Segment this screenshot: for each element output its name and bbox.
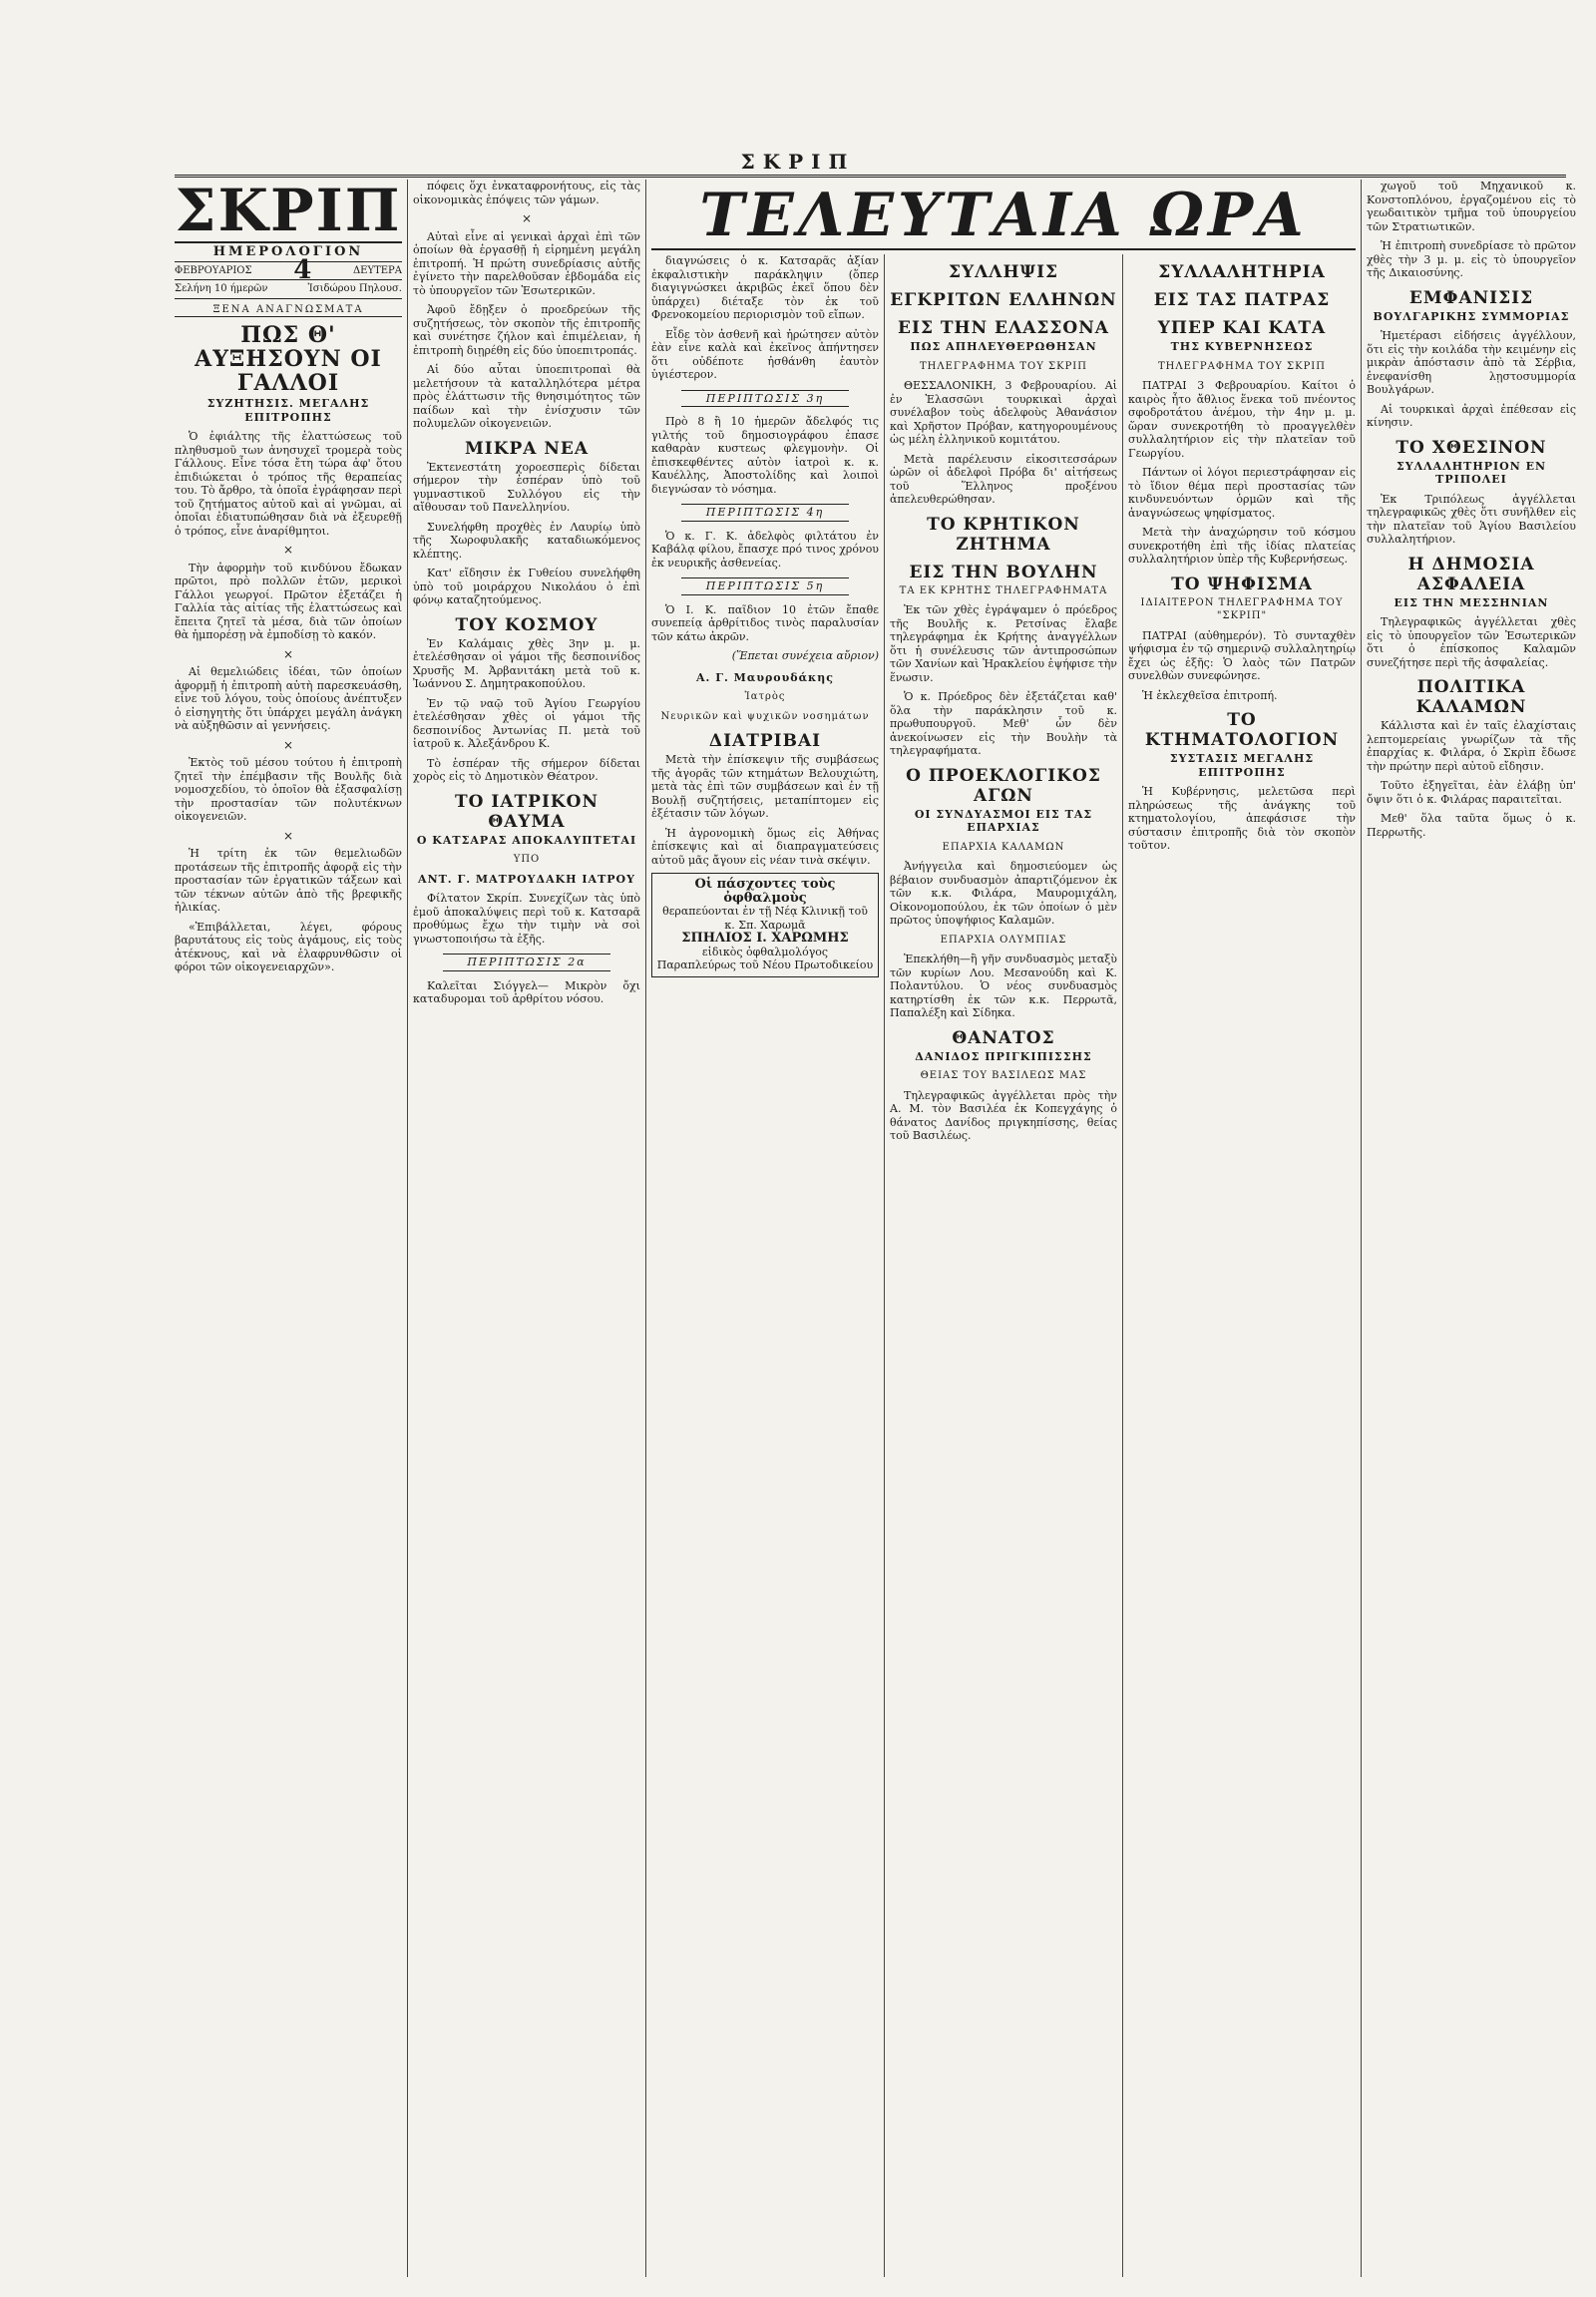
article-paragraph: Τὴν ἀφορμὴν τοῦ κινδύνου ἔδωκαν πρῶτοι, πρὸ πολλῶν ἐτῶν, μερικοὶ Γάλλοι γεωργοί. Πρῶτον ἐξετάζει ἡ Γαλλία τὰς αἰτίας τῆς ἐλαττώσεως καὶ ἔπειτα ζητεῖ τὰ μέσα, διὰ τῶν ὁποίων θὰ ἠμπορέσῃ νὰ ἐμποδίσῃ τὸ κακόν. [175, 561, 402, 641]
news-item: Κατ' εἴδησιν ἐκ Γυθείου συνελήφθη ὑπὸ τοῦ μοιράρχου Νικολάου ὁ ἐπὶ φόνῳ καταζητούμενος. [413, 567, 640, 606]
calendar-line [175, 280, 402, 299]
byline: ΑΝΤ. Γ. ΜΑΤΡΟΥΔΑΚΗ ΙΑΤΡΟΥ [418, 872, 635, 886]
author-role: Ἰατρὸς [744, 691, 786, 702]
article-headline: ΕΙΣ ΤΑΣ ΠΑΤΡΑΣ [1153, 290, 1331, 310]
separator-mark: × [282, 737, 294, 752]
article-subhead: Ο ΚΑΤΣΑΡΑΣ ΑΠΟΚΑΛΥΠΤΕΤΑΙ [416, 833, 637, 847]
article-paragraph: Μεθ' ὅλα ταῦτα ὅμως ὁ κ. Περρωτῆς. [1367, 812, 1576, 839]
ad-role: εἰδικὸς ὀφθαλμολόγος [701, 945, 829, 958]
author-specialty: Νευρικῶν καὶ ψυχικῶν νοσημάτων [660, 710, 870, 722]
article-paragraph: Ἐκτὸς τοῦ μέσου τούτου ἡ ἐπιτροπὴ ζητεῖ τὴν ἐπέμβασιν τῆς Βουλῆς διὰ νομοσχεδίου, τὸ ὁποῖον θὰ ἐξασφαλίσῃ τὴν προστασίαν τῶν πολυτέκνων οἰκογενειῶν. [175, 756, 402, 823]
article-paragraph: Ἐκ τῶν χθὲς ἐγράψαμεν ὁ πρόεδρος τῆς Βουλῆς κ. Ρετσίνας ἔλαβε τηλεγράφημα ἐκ Κρήτης ἀναγγέλλων ὅτι ἡ συνέλευσις τῶν ἀντιπροσώπων τῶν Χανίων καὶ Ἡρακλείου ἐψήφισε τὴν ἕνωσιν. [890, 603, 1117, 684]
region-label: ΕΠΑΡΧΙΑ ΟΛΥΜΠΙΑΣ [940, 934, 1067, 946]
article-headline: Ο ΠΡΟΕΚΛΟΓΙΚΟΣ ΑΓΩΝ [906, 765, 1101, 806]
article-paragraph: Αἱ θεμελιώδεις ἰδέαι, τῶν ὁποίων ἀφορμῇ ἡ ἐπιτροπὴ αὐτὴ παρεσκευάσθη, εἶνε τοῦ λόγου, τοὺς ὁποίους ἀνέπτυξεν ὁ εἰσηγητὴς ὅτι ὑπάρχει μεγάλη ἀνάγκη νὰ αὐξηθῶσιν αἱ γεννήσεις. [175, 665, 402, 732]
column-5 [1128, 254, 1356, 2277]
article-paragraph: Τοῦτο ἐξηγεῖται, ἐὰν ἐλάβῃ ὑπ' ὄψιν ὅτι ὁ κ. Φιλάρας παραιτεῖται. [1367, 779, 1576, 806]
telegram-label: ΙΔΙΑΙΤΕΡΟΝ ΤΗΛΕΓΡΑΦΗΜΑ ΤΟΥ "ΣΚΡΙΠ" [1140, 596, 1344, 621]
ad-line: θεραπεύονται ἐν τῇ Νέᾳ Κλινικῇ τοῦ κ. Σπ. Χαρωμᾶ [662, 905, 868, 932]
article-headline: ΥΠΕΡ ΚΑΙ ΚΑΤΑ [1157, 318, 1327, 338]
article-headline: ΕΜΦΑΝΙΣΙΣ [1408, 287, 1534, 308]
telegram-label: ΤΗΛΕΓΡΑΦΗΜΑ ΤΟΥ ΣΚΡΙΠ [1158, 360, 1326, 372]
article-paragraph: Μετὰ παρέλευσιν εἰκοσιτεσσάρων ὡρῶν οἱ ἀδελφοὶ Πρόβα δι' αἰτήσεως τοῦ Ἕλληνος προξένου ἀπελευθερώθησαν. [890, 452, 1117, 506]
article-headline: ΤΟ ΚΤΗΜΑΤΟΛΟΓΙΟΝ [1144, 710, 1340, 750]
article-headline: ΣΥΛΛΑΛΗΤΗΡΙΑ [1158, 262, 1326, 282]
case-label: ΠΕΡΙΠΤΩΣΙΣ 3η [681, 390, 849, 408]
advertisement [651, 873, 879, 977]
article-headline: ΣΥΛΛΗΨΙΣ [948, 262, 1059, 282]
news-item: Συνελήφθη προχθὲς ἐν Λαυρίῳ ὑπὸ τῆς Χωροφυλακῆς καταδιωκόμενος κλέπτης. [413, 520, 640, 561]
article-paragraph: Τηλεγραφικῶς ἀγγέλλεται πρὸς τὴν Α. Μ. τὸν Βασιλέα ἐκ Κοπεγχάγης ὁ θάνατος Δανίδος πριγκηπίσσης, θείας τοῦ Βασιλέως. [890, 1088, 1117, 1142]
society-item: Ἐν Καλάμαις χθὲς 3ην μ. μ. ἐτελέσθησαν οἱ γάμοι τῆς δεσποινίδος Χρυσῆς Μ. Ἀρβανιτάκη μετὰ τοῦ κ. Ἰωάννου Σ. Δημητρακοπούλου. [413, 636, 640, 690]
article-paragraph: Ἡ ἐκλεχθεῖσα ἐπιτροπή. [1142, 688, 1278, 702]
article-headline: Η ΔΗΜΟΣΙΑ ΑΣΦΑΛΕΙΑ [1407, 554, 1535, 594]
article-paragraph: Μετὰ τὴν ἀναχώρησιν τοῦ κόσμου συνεκροτήθη ἐπὶ τῆς ἰδίας πλατείας συλλαλητήριον ὑπὲρ τῆς Κυβερνήσεως. [1128, 526, 1356, 566]
article-headline: ΤΟ ΚΡΗΤΙΚΟΝ ΖΗΤΗΜΑ [927, 514, 1080, 555]
article-subhead: ΟΙ ΣΥΝΔΥΑΣΜΟΙ ΕΙΣ ΤΑΣ ΕΠΑΡΧΙΑΣ [914, 807, 1093, 834]
article-headline: ΤΟ ΧΘΕΣΙΝΟΝ [1396, 437, 1547, 458]
article-headline: ΕΓΚΡΙΤΩΝ ΕΛΛΗΝΩΝ [890, 290, 1117, 310]
article-paragraph: Αἱ δύο αὗται ὑποεπιτροπαὶ θὰ μελετήσουν τὰ καταλληλότερα μέτρα πρὸς ἐλάττωσιν τῆς θνησιμότητος τῶν παίδων καὶ τὴν ἐνίσχυσιν τῶν πολυμελῶν οἰκογενειῶν. [413, 363, 640, 430]
article-paragraph: ΘΕΣΣΑΛΟΝΙΚΗ, 3 Φεβρουαρίου. Αἱ ἐν Ἐλασσῶνι τουρκικαὶ ἀρχαὶ συνέλαβον τοὺς ἀδελφοὺς Ἀθανάσιον καὶ Χρῆστον Πρόβαν, κατηγορουμένους ὡς μέλη ἑλληνικοῦ κομιτάτου. [890, 379, 1117, 446]
column-2 [413, 180, 640, 2277]
article-paragraph: διαγνώσεις ὁ κ. Κατσαρᾶς ἀξίαν ἐκφαλιστικὴν παράκληψιν (ὅπερ διαγιγνώσκει ἀκριβῶς ἐκεῖ ὅπου δὲν ὑπάρχει) διέταξε τὸν ἐκ τοῦ Φρενοκομείου περιορισμὸν τοῦ εἴπων. [651, 254, 879, 321]
telegram-label: ΤΗΛΕΓΡΑΦΗΜΑ ΤΟΥ ΣΚΡΙΠ [920, 360, 1087, 372]
section-headline: ΔΙΑΤΡΙΒΑΙ [708, 731, 822, 751]
article-paragraph: Ἡ ἀγρονομικὴ ὅμως εἰς Ἀθήνας ἐπίσκεψις καὶ αἱ διαπραγματεύσεις αὐτοῦ μᾶς ἄγουν εἰς νέαν τινὰ σκέψιν. [651, 826, 879, 867]
article-subhead: ΒΟΥΛΓΑΡΙΚΗΣ ΣΥΜΜΟΡΙΑΣ [1373, 309, 1570, 323]
day-number: 4 [293, 254, 312, 285]
article-paragraph: χωγοῦ τοῦ Μηχανικοῦ κ. Κονστοπλόνου, ἐργαζομένου εἰς τὸ γεωδαιτικὸν τμῆμα τοῦ ὑπουργείου τῶν Στρατιωτικῶν. [1367, 180, 1576, 233]
article-paragraph: Εἶδε τὸν ἀσθενῆ καὶ ἠρώτησεν αὐτὸν ἐὰν εἶνε καλὰ καὶ ἐκεῖνος ἀπήντησεν ὅτι οὐδέποτε ἠσθάνθη ἑαυτὸν ὑγιέστερον. [651, 327, 879, 381]
article-paragraph: ΠΑΤΡΑΙ (αὐθημερόν). Τὸ συνταχθὲν ψήφισμα ἐν τῷ σημερινῷ συλλαλητηρίῳ ἔχει ὡς ἑξῆς: Ὁ λαὸς τῶν Πατρῶν συνελθὼν συνεφώνησε. [1128, 628, 1356, 682]
section-headline: ΤΟΥ ΚΟΣΜΟΥ [455, 614, 598, 635]
article-paragraph: Ἀφοῦ ἔδῃξεν ὁ προεδρεύων τῆς συζητήσεως, τὸν σκοπὸν τῆς ἐπιτροπῆς καὶ συνέτησε ζήλον καὶ ἐπιμέλειαν, ἡ ἐπιτροπὴ διῃρέθη εἰς δύο ὑποεπιτροπάς. [413, 303, 640, 357]
separator-mark: × [282, 828, 294, 843]
article-paragraph: Κάλλιστα καὶ ἐν ταῖς ἐλαχίσταις λεπτομερείαις γνωρίζων τὰ τῆς ἐπαρχίας κ. Φιλάρα, ὁ Σκρὶπ ἔδωσε τὴν πρώτην περὶ αὐτοῦ εἴδησιν. [1367, 719, 1576, 773]
masthead-subtitle: ΗΜΕΡΟΛΟΓΙΟΝ [175, 243, 402, 262]
article-headline: ΠΟΛΙΤΙΚΑ ΚΑΛΑΜΩΝ [1415, 677, 1527, 717]
column-1 [175, 180, 402, 2277]
header-rule [175, 175, 1566, 178]
article-paragraph: Φίλτατον Σκρίπ. Συνεχίζων τὰς ὑπὸ ἐμοῦ ἀποκαλύψεις περὶ τοῦ κ. Κατσαρᾶ προθύμως ἔχω τὴν τιμὴν νὰ σοὶ γνωστοποιήσω τὰ ἑξῆς. [413, 892, 640, 946]
article-paragraph: Πρὸ 8 ἢ 10 ἡμερῶν ἄδελφός τις γιλτής τοῦ δημοσιογράφου ἐπασε καθαρὰν κυστεως φλεγμονὴν. Οἱ ἐπισκεφθέντες αὐτὸν ἰατροὶ κ. κ. Καυέλλης, Ἀποστολίδης καὶ λοιποὶ διεγνώσαν τὸ νόσημα. [651, 415, 879, 496]
article-paragraph: «Ἐπιβάλλεται, λέγει, φόρους βαρυτάτους εἰς τοὺς ἀγάμους, εἰς τοὺς ἀτέκνους, καὶ νὰ ἐλαφρυνθῶσιν οἱ φόροι τῶν οἰκογενειαρχῶν». [175, 920, 402, 973]
article-paragraph: Τηλεγραφικῶς ἀγγέλλεται χθὲς εἰς τὸ ὑπουργεῖον τῶν Ἐσωτερικῶν ὅτι ὁ ἐπίσκοπος Καλαμῶν συνεζήτησε περὶ τῆς ἀσφαλείας. [1367, 615, 1576, 669]
article-headline: ΕΙΣ ΤΗΝ ΒΟΥΛΗΝ [909, 562, 1098, 582]
separator-mark: × [282, 543, 294, 557]
region-label: ΕΠΑΡΧΙΑ ΚΑΛΑΜΩΝ [942, 841, 1065, 853]
section-kicker: ΞΕΝΑ ΑΝΑΓΝΩΣΜΑΤΑ [175, 303, 402, 318]
author-signature: Α. Γ. Μαυρουδάκης [696, 670, 834, 684]
article-paragraph: Ἀνήγγειλα καὶ δημοσιεύομεν ὡς βέβαιον συνδυασμὸν ἀπαρτιζόμενον ἐκ τῶν κ.κ. Φιλάρα, Μαυρομιχάλη, Οἰκονομοπούλου, ἐκ τῶν ὁποίων ὁ μὲν πρῶτος ὑποψήφιος Καλαμῶν. [890, 860, 1117, 927]
column-divider [884, 254, 885, 2277]
article-paragraph: Ἡ ἐπιτροπὴ συνεδρίασε τὸ πρῶτον χθὲς τὴν 3 μ. μ. εἰς τὸ ὑπουργεῖον τῆς Δικαιοσύνης. [1367, 239, 1576, 279]
dateline [175, 254, 402, 285]
article-paragraph: Ἡ τρίτη ἐκ τῶν θεμελιωδῶν προτάσεων τῆς ἐπιτροπῆς ἀφορᾷ εἰς τὴν προστασίαν τῶν ἐργατικῶν τάξεων καὶ τῶν τέκνων αὐτῶν ἀπὸ τῆς βρεφικῆς ἡλικίας. [175, 847, 402, 914]
article-paragraph: Ἐκ Τριπόλεως ἀγγέλλεται τηλεγραφικῶς χθὲς ὅτι συνῆλθεν εἰς τὴν πλατεῖαν τοῦ Ἁγίου Βασιλείου συλλαλητήριον. [1367, 492, 1576, 546]
article-paragraph: Ὁ κ. Γ. Κ. ἀδελφὸς φιλτάτου ἐν Καβάλᾳ φίλου, ἔπασχε πρό τινος χρόνου ἐκ νευρικῆς ἀσθενείας. [651, 529, 879, 570]
article-subhead: ΠΩΣ ΑΠΗΛΕΥΘΕΡΩΘΗΣΑΝ [910, 340, 1097, 353]
article-paragraph: Ἡμετέρασι εἰδήσεις ἀγγέλλουν, ὅτι εἰς τὴν κοιλάδα τὴν κειμένην εἰς μικρὰν ἀπόστασιν ἀπὸ τὰ Σέρβια, ἐνεφανίσθη λῃστοσυμμορία Βουλγάρων. [1367, 329, 1576, 396]
column-6 [1367, 180, 1576, 2277]
month: ΦΕΒΡΟΥΑΡΙΟΣ [175, 264, 252, 276]
section-headline: ΤΟ ΨΗΦΙΣΜΑ [1171, 574, 1313, 594]
article-subhead: ΘΕΙΑΣ ΤΟΥ ΒΑΣΙΛΕΩΣ ΜΑΣ [920, 1070, 1087, 1081]
article-paragraph: Ὁ κ. Πρόεδρος δὲν ἐξετάζεται καθ' ὅλα τὴν παράκλησιν τοῦ κ. πρωθυπουργοῦ. Μεθ' ὧν δὲν ἀνεκοίνωσεν εἰς τὴν Βουλὴν τὰ τηλεγραφήματα. [890, 690, 1117, 757]
society-item: Τὸ ἑσπέραν τῆς σήμερον δίδεται χορὸς εἰς τὸ Δημοτικὸν Θέατρον. [413, 756, 640, 783]
column-3 [651, 254, 879, 2277]
article-subhead: ΕΙΣ ΤΗΝ ΜΕΣΣΗΝΙΑΝ [1394, 595, 1549, 609]
article-headline: ΘΑΝΑΤΟΣ [952, 1027, 1055, 1048]
article-paragraph: Ὁ ἐφιάλτης τῆς ἐλαττώσεως τοῦ πληθυσμοῦ των ἀνησυχεῖ τρομερὰ τοὺς Γάλλους. Εἶνε τόσα ἔτη τώρα ἀφ' ὅτου ἐπιδιώκεται ὁ τρόπος τῆς θεραπείας του. Τὸ ἄρθρο, τὰ ὁποῖα ἐγράφησαν περὶ τοῦ ζητήματος αὐτοῦ καὶ αἱ γνῶμαι, αἱ ὁποῖαι ἐδιατυπώθησαν διὰ νὰ ἐξευρεθῇ ὁ τρόπος, εἶνε ἀναρίθμητοι. [175, 430, 402, 538]
masthead-title: ΣΚΡΙΠ [175, 180, 402, 244]
ad-title: Οἱ πάσχοντες τοὺς ὀφθαλμοὺς [694, 877, 836, 906]
separator-mark: × [282, 646, 294, 661]
article-paragraph: Αὐταὶ εἶνε αἱ γενικαὶ ἀρχαὶ ἐπὶ τῶν ὁποίων θὰ ἐργασθῇ ἡ εἰρημένη μεγάλη ἐπιτροπή. Ἡ πρώτη συνεδρίασις αὐτῆς ἐγίνετο τὴν παρελθοῦσαν ἑβδομάδα εἰς τὸ ὑπουργεῖον τῶν Ἐσωτερικῶν. [413, 229, 640, 297]
byline-prefix: ΥΠΟ [513, 854, 541, 865]
weekday: ΔΕΥΤΕΡΑ [352, 264, 402, 276]
news-item: Ἐκτενεστάτη χοροεσπερὶς δίδεται σήμερον τὴν ἑσπέραν ὑπὸ τοῦ γυμναστικοῦ Συλλόγου εἰς τὴν αἴθουσαν τοῦ Πανελληνίου. [413, 460, 640, 514]
column-divider [407, 180, 408, 2277]
article-headline: ΠΩΣ Θ' ΑΥΞΗΣΟΥΝ ΟΙ ΓΑΛΛΟΙ [195, 322, 382, 396]
article-subhead: ΤΗΣ ΚΥΒΕΡΝΗΣΕΩΣ [1170, 340, 1314, 353]
case-label: ΠΕΡΙΠΤΩΣΙΣ 4η [681, 504, 849, 522]
article-subhead: ΣΥΛΛΑΛΗΤΗΡΙΟΝ ΕΝ ΤΡΙΠΟΛΕΙ [1396, 459, 1547, 486]
separator-mark: × [521, 211, 533, 225]
running-head: ΣΚΡΙΠ [740, 150, 856, 174]
banner-headline: ΤΕΛΕΥΤΑΙΑ ΩΡΑ [651, 183, 1356, 250]
moon-phase: Σελήνη 10 ήμερῶν [175, 283, 268, 294]
article-paragraph: Καλεῖται Σιόγγελ— Μικρὸν ὄχι καταδυρομαι τοῦ ἀρθρίτου νόσου. [413, 978, 640, 1005]
case-label: ΠΕΡΙΠΤΩΣΙΣ 2α [443, 954, 610, 971]
continuation-note: (Ἕπεται συνέχεια αὔριον) [731, 649, 879, 662]
article-paragraph: Ἡ Κυβέρνησις, μελετῶσα περὶ πληρώσεως τῆς ἀνάγκης τοῦ κτηματολογίου, ἀπεφάσισε τὴν σύστασιν ἐπιτροπῆς διὰ τὸν σκοπὸν τοῦτον. [1128, 785, 1356, 852]
column-divider [645, 180, 646, 2277]
article-headline: ΕΙΣ ΤΗΝ ΕΛΑΣΣΟΝΑ [898, 318, 1109, 338]
case-label: ΠΕΡΙΠΤΩΣΙΣ 5η [681, 577, 849, 595]
article-subhead: ΔΑΝΙΔΟΣ ΠΡΙΓΚΙΠΙΣΣΗΣ [915, 1049, 1092, 1063]
article-paragraph: πόφεις ὅχι ἐνκαταφρονήτους, εἰς τὰς οἰκονομικὰς ἐπόψεις τῶν γάμων. [413, 180, 640, 206]
telegram-label: ΤΑ ΕΚ ΚΡΗΤΗΣ ΤΗΛΕΓΡΑΦΗΜΑΤΑ [899, 584, 1108, 596]
ad-address: Παραπλεύρως τοῦ Νέου Πρωτοδικείου [656, 958, 874, 971]
article-headline: ΤΟ ΙΑΤΡΙΚΟΝ ΘΑΥΜΑ [454, 791, 599, 832]
saint-of-day: Ἰσιδώρου Πηλουσ. [307, 283, 402, 294]
society-item: Ἐν τῷ ναῷ τοῦ Ἁγίου Γεωργίου ἐτελέσθησαν χθὲς οἱ γάμοι τῆς δεσποινίδος Ἀντωνίας Π. μετὰ τοῦ ἰατροῦ κ. Ἀλεξάνδρου Κ. [413, 696, 640, 750]
column-4 [890, 254, 1117, 2277]
article-paragraph: Μετὰ τὴν ἐπίσκεψιν τῆς συμβάσεως τῆς ἀγορᾶς τῶν κτημάτων Βελουχιώτη, μετὰ τὰς ἐπὶ τῶν συμβάσεων καὶ ἐν τῇ Βουλῇ συζητήσεις, μεταπίπτομεν εἰς ἐξέτασιν τῶν λόγων. [651, 753, 879, 820]
article-paragraph: Πάντων οἱ λόγοι περιεστράφησαν εἰς τὸ ἴδιον θέμα περὶ προστασίας τῶν κινδυνευόντων ὁρμῶν καὶ τῆς ἀναγνώσεως ψηφίσματος. [1128, 466, 1356, 520]
article-paragraph: ΠΑΤΡΑΙ 3 Φεβρουαρίου. Καίτοι ὁ καιρὸς ἦτο ἄθλιος ἕνεκα τοῦ πνέοντος σφοδροτάτου ἀνέμου, τὴν 4ην μ. μ. ὥραν συνεκροτήθη τὸ προαγγελθὲν συλλαλητήριον εἰς τὴν πλατεῖαν τοῦ Γεωργίου. [1128, 379, 1356, 460]
article-subhead: ΣΥΣΤΑΣΙΣ ΜΕΓΑΛΗΣ ΕΠΙΤΡΟΠΗΣ [1169, 752, 1315, 779]
ad-name: ΣΠΗΛΙΟΣ Ι. ΧΑΡΩΜΗΣ [681, 931, 849, 946]
article-subhead: ΣΥΖΗΤΗΣΙΣ. ΜΕΓΑΛΗΣ ΕΠΙΤΡΟΠΗΣ [206, 397, 370, 424]
column-divider [1361, 180, 1362, 2277]
article-paragraph: Αἱ τουρκικαὶ ἀρχαὶ ἐπέθεσαν εἰς κίνησιν. [1367, 402, 1576, 429]
article-paragraph: Ὁ Ι. Κ. παῖδιον 10 ἐτῶν ἔπαθε συνεπείᾳ ἀρθρίτιδος τινὸς παραλυσίαν τῶν κάτω ἀκρῶν. [651, 602, 879, 643]
column-divider [1122, 254, 1123, 2277]
section-headline: ΜΙΚΡΑ ΝΕΑ [464, 438, 590, 459]
article-paragraph: Ἐπεκλήθη—ἢ γῆν συνδυασμὸς μεταξὺ τῶν κυρίων Λου. Μεσανούδη καὶ Κ. Πολαντύλου. Ὁ νέος συνδυασμὸς κατηρτίσθη ἐκ τῶν κ.κ. Περρωτᾶ, Παπαλέξη καὶ Σίδηκα. [890, 953, 1117, 1019]
